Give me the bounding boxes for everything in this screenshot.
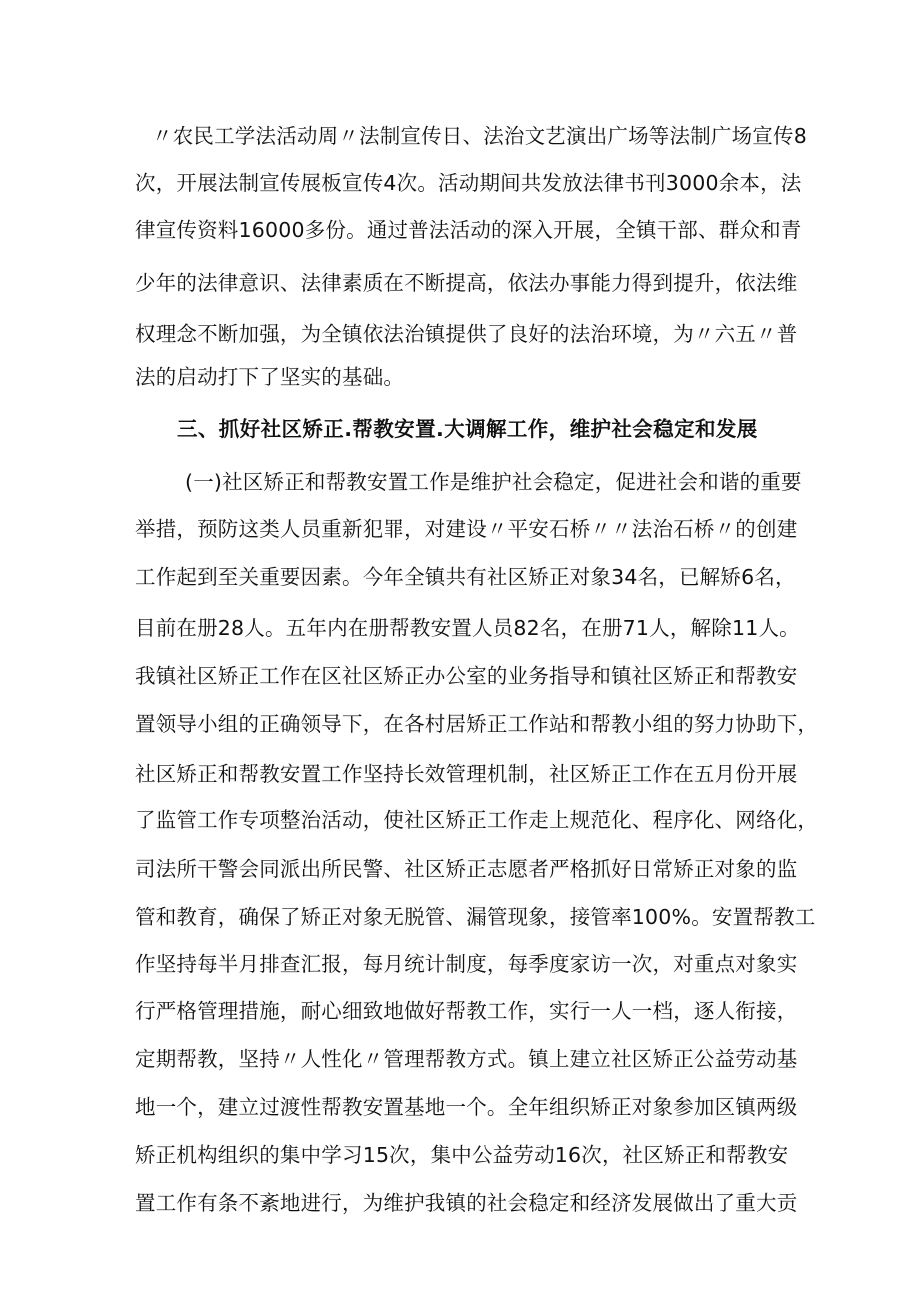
paragraph-1-line-4: 少年的法律意识、法律素质在不断提高，依法办事能力得到提升，依法维 bbox=[135, 271, 798, 295]
paragraph-1-line-1: 〃农民工学法活动周〃法制宣传日、法治文艺演出广场等法制广场宣传8 bbox=[152, 124, 807, 148]
paragraph-2-line-14: 地一个，建立过渡性帮教安置基地一个。全年组织矫正对象参加区镇两级 bbox=[135, 1095, 798, 1119]
paragraph-2-line-11: 作坚持每半月排查汇报，每月统计制度，每季度家访一次，对重点对象实 bbox=[135, 952, 798, 976]
paragraph-2-line-8: 了监管工作专项整治活动，使社区矫正工作走上规范化、程序化、网络化， bbox=[135, 808, 819, 832]
paragraph-2-line-4: 目前在册28人。五年内在册帮教安置人员82名，在册71人，解除11人。 bbox=[135, 616, 800, 640]
paragraph-2-line-10: 管和教育，确保了矫正对象无脱管、漏管现象，接管率100%。安置帮教工 bbox=[135, 905, 816, 929]
paragraph-2-line-5: 我镇社区矫正工作在区社区矫正办公室的业务指导和镇社区矫正和帮教安 bbox=[135, 664, 798, 688]
paragraph-1-line-2: 次，开展法制宣传展板宣传4次。活动期间共发放法律书刊3000余本，法 bbox=[135, 171, 802, 195]
paragraph-2-line-2: 举措，预防这类人员重新犯罪，对建设〃平安石桥〃〃法治石桥〃的创建 bbox=[135, 517, 798, 541]
paragraph-2-line-13: 定期帮教，坚持〃人性化〃管理帮教方式。镇上建立社区矫正公益劳动基 bbox=[135, 1047, 798, 1071]
paragraph-1-line-3: 律宣传资料16000多份。通过普法活动的深入开展，全镇干部、群众和青 bbox=[135, 218, 802, 242]
paragraph-2-line-15: 矫正机构组织的集中学习15次，集中公益劳动16次，社区矫正和帮教安 bbox=[135, 1143, 789, 1167]
section-heading: 三、抓好社区矫正.帮教安置.大调解工作，维护社会稳定和发展 bbox=[177, 417, 758, 441]
paragraph-2-line-9: 司法所干警会同派出所民警、社区矫正志愿者严格抓好日常矫正对象的监 bbox=[135, 857, 798, 881]
paragraph-2-line-3: 工作起到至关重要因素。今年全镇共有社区矫正对象34名，已解矫6名， bbox=[135, 565, 796, 589]
paragraph-2-line-6: 置领导小组的正确领导下，在各村居矫正工作站和帮教小组的努力协助下， bbox=[135, 712, 819, 736]
paragraph-2-line-12: 行严格管理措施，耐心细致地做好帮教工作，实行一人一档，逐人衔接， bbox=[135, 999, 798, 1023]
paragraph-1-line-5: 权理念不断加强，为全镇依法治镇提供了良好的法治环境，为〃六五〃普 bbox=[135, 322, 798, 346]
paragraph-2-line-16: 置工作有条不紊地进行，为维护我镇的社会稳定和经济发展做出了重大贡 bbox=[135, 1191, 798, 1215]
paragraph-2-line-1: (一)社区矫正和帮教安置工作是维护社会稳定，促进社会和谐的重要 bbox=[185, 470, 802, 494]
paragraph-2-line-7: 社区矫正和帮教安置工作坚持长效管理机制，社区矫正工作在五月份开展 bbox=[135, 762, 798, 786]
paragraph-1-line-6: 法的启动打下了坚实的基础。 bbox=[135, 365, 405, 389]
